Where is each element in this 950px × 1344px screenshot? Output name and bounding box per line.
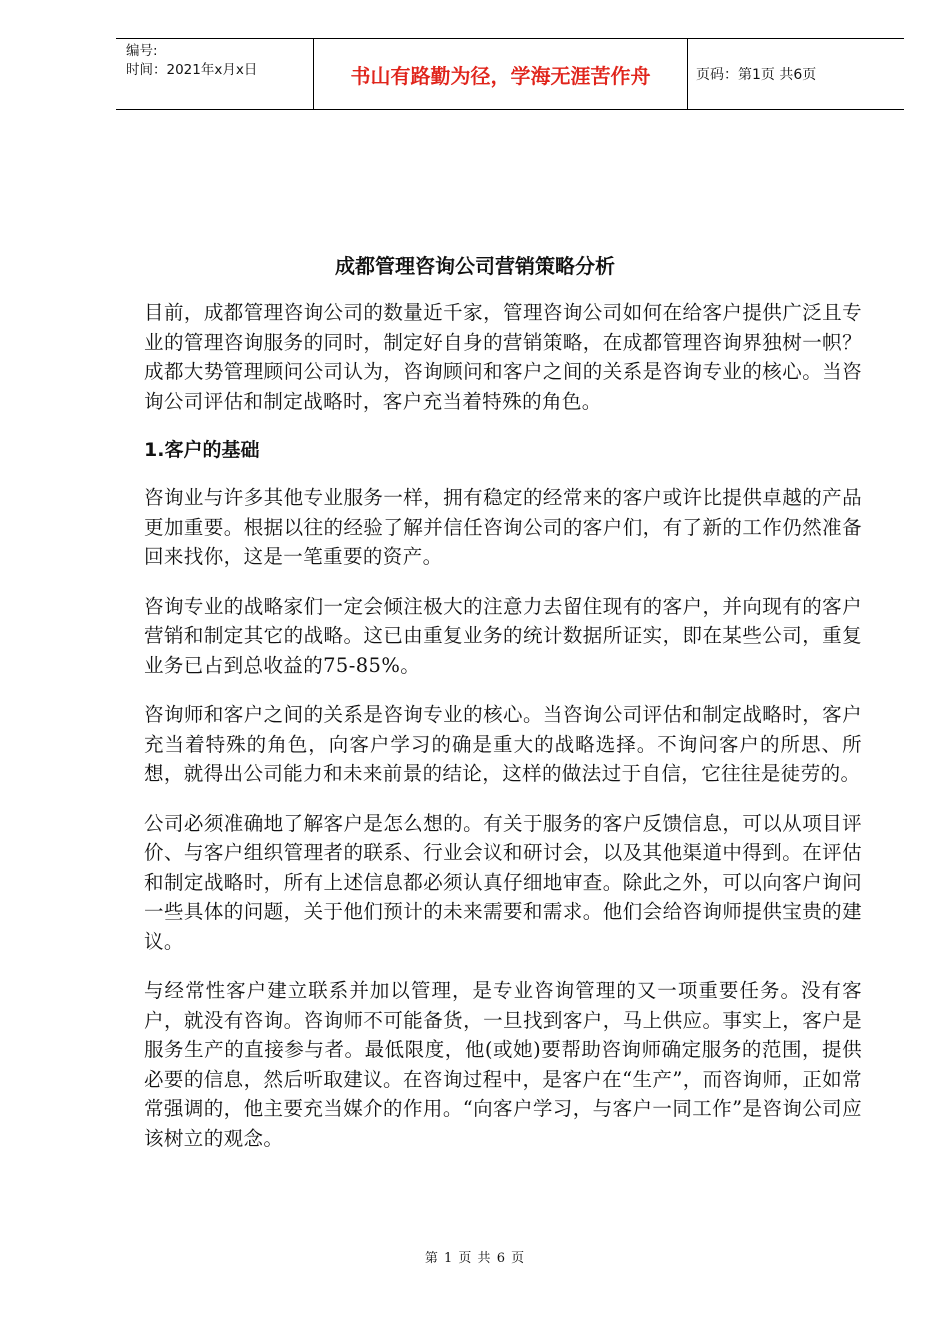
page-footer: 第 1 页 共 6 页 [424, 1251, 526, 1266]
header-meta-cell [116, 39, 314, 109]
document-number-label: 编号: [126, 43, 158, 59]
header-page-info: 页码：第1页 共6页 [696, 67, 817, 83]
body-paragraph: 公司必须准确地了解客户是怎么想的。有关于服务的客户反馈信息，可以从项目评价、与客户组织管理者的联系、行业会议和研讨会，以及其他渠道中得到。在评估和制定战略时，所有上述信息都必须认真仔细地审查。除此之外，可以向客户询问一些具体的问题，关于他们预计的未来需要和需求。他们会给咨询师提供宝贵的建议。 [144, 811, 862, 953]
body-paragraph: 咨询业与许多其他专业服务一样，拥有稳定的经常来的客户或许比提供卓越的产品更加重要。根据以往的经验了解并信任咨询公司的客户们，有了新的工作仍然准备回来找你，这是一笔重要的资产。 [144, 486, 862, 568]
section-heading: 1.客户的基础 [144, 439, 260, 461]
header-motto: 书山有路勤为径，学海无涯苦作舟 [314, 39, 688, 109]
body-paragraph: 与经常性客户建立联系并加以管理，是专业咨询管理的又一项重要任务。没有客户，就没有咨询。咨询师不可能备货，一旦找到客户，马上供应。事实上，客户是服务生产的直接参与者。最低限度，他(或她)要帮助咨询师确定服务的范围，提供必要的信息，然后听取建议。在咨询过程中，是客户在“生产”，而咨询师，正如常常强调的，他主要充当媒介的作用。“向客户学习，与客户一同工作”是咨询公司应该树立的观念。 [144, 979, 862, 1150]
document-title: 成都管理咨询公司营销策略分析 [335, 254, 615, 278]
body-paragraph: 咨询师和客户之间的关系是咨询专业的核心。当咨询公司评估和制定战略时，客户充当着特殊的角色，向客户学习的确是重大的战略选择。不询问客户的所思、所想，就得出公司能力和未来前景的结论，这样的做法过于自信，它往往是徒劳的。 [144, 703, 862, 785]
page-header [116, 38, 904, 110]
document-body [144, 298, 862, 1173]
intro-paragraph: 目前，成都管理咨询公司的数量近千家，管理咨询公司如何在给客户提供广泛且专业的管理咨询服务的同时，制定好自身的营销策略，在成都管理咨询界独树一帜？成都大势管理顾问公司认为，咨询顾问和客户之间的关系是咨询专业的核心。当咨询公司评估和制定战略时，客户充当着特殊的角色。 [144, 301, 862, 413]
body-paragraph: 咨询专业的战略家们一定会倾注极大的注意力去留住现有的客户，并向现有的客户营销和制定其它的战略。这已由重复业务的统计数据所证实，即在某些公司，重复业务已占到总收益的75-85%。 [144, 594, 862, 677]
document-time-label: 时间：2021年x月x日 [126, 62, 258, 78]
